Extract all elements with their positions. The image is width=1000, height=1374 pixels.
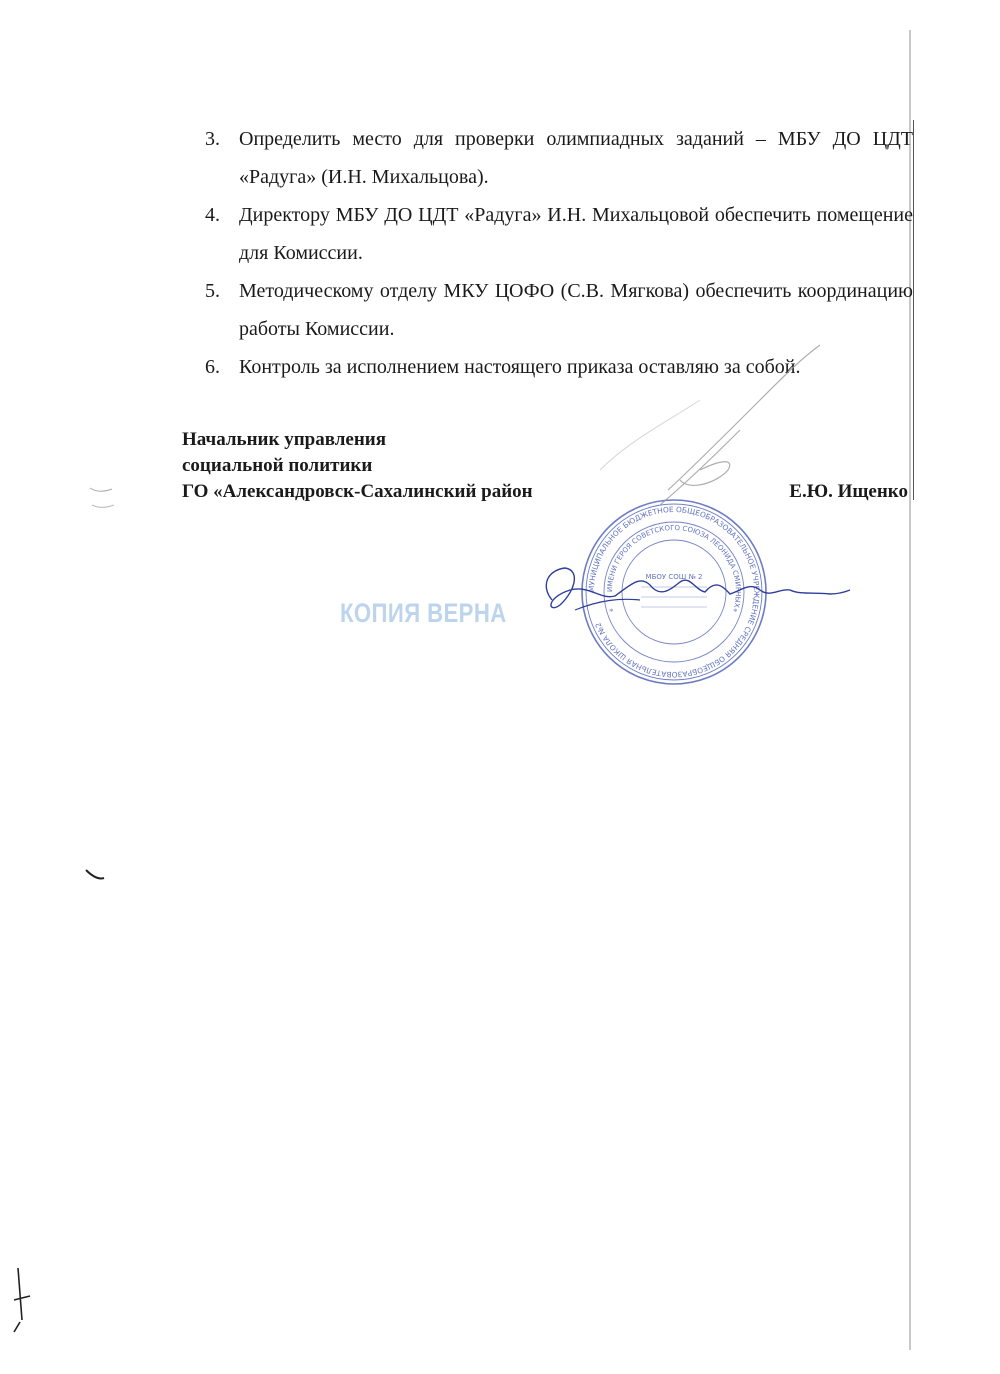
order-number: 4. bbox=[205, 204, 220, 226]
official-seal bbox=[579, 497, 769, 687]
signatory-title-line1: Начальник управления bbox=[182, 429, 386, 450]
svg-text:ИМЕНИ ГЕРОЯ СОВЕТСКОГО СОЮЗА Л bbox=[606, 524, 742, 609]
order-text: Определить место для проверки олимпиадных заданий – МБУ ДО ЦДТ «Радуга» (И.Н. Михальцова). bbox=[239, 128, 913, 188]
svg-text:*: * bbox=[733, 607, 738, 617]
signatory-name: Е.Ю. Ищенко bbox=[789, 481, 908, 502]
order-item-4 bbox=[205, 196, 913, 272]
seal-inner-text: ИМЕНИ ГЕРОЯ СОВЕТСКОГО СОЮЗА ЛЕОНИДА СМИРНЫХ bbox=[605, 523, 743, 609]
order-number: 5. bbox=[205, 280, 220, 302]
order-list bbox=[205, 120, 913, 386]
order-number: 3. bbox=[205, 128, 220, 150]
order-text: Методическому отделу МКУ ЦОФО (С.В. Мягкова) обеспечить координацию работы Комиссии. bbox=[239, 280, 913, 340]
signatory-title-line3: ГО «Александровск-Сахалинский район bbox=[182, 481, 533, 502]
order-item-6 bbox=[205, 348, 913, 386]
svg-text:*: * bbox=[609, 607, 614, 617]
order-item-5 bbox=[205, 272, 913, 348]
seal-center-text: МБОУ СОШ № 2 bbox=[645, 573, 703, 581]
signatory-title-line2: социальной политики bbox=[182, 455, 373, 476]
scan-edge-shadow bbox=[913, 120, 914, 500]
seal-outer-text: МУНИЦИПАЛЬНОЕ БЮДЖЕТНОЕ ОБЩЕОБРАЗОВАТЕЛЬНОЕ УЧРЕЖДЕНИЕ СРЕДНЯЯ ОБЩЕОБРАЗОВАТЕЛЬНАЯ ШКОЛА №2 bbox=[586, 504, 762, 680]
copy-certified-stamp: КОПИЯ ВЕРНА bbox=[340, 598, 507, 628]
order-item-3 bbox=[205, 120, 913, 196]
order-text: Контроль за исполнением настоящего приказа оставляю за собой. bbox=[239, 356, 801, 378]
order-text: Директору МБУ ДО ЦДТ «Радуга» И.Н. Михальцовой обеспечить помещение для Комиссии. bbox=[239, 204, 913, 264]
signature-block bbox=[182, 427, 912, 505]
order-number: 6. bbox=[205, 356, 220, 378]
